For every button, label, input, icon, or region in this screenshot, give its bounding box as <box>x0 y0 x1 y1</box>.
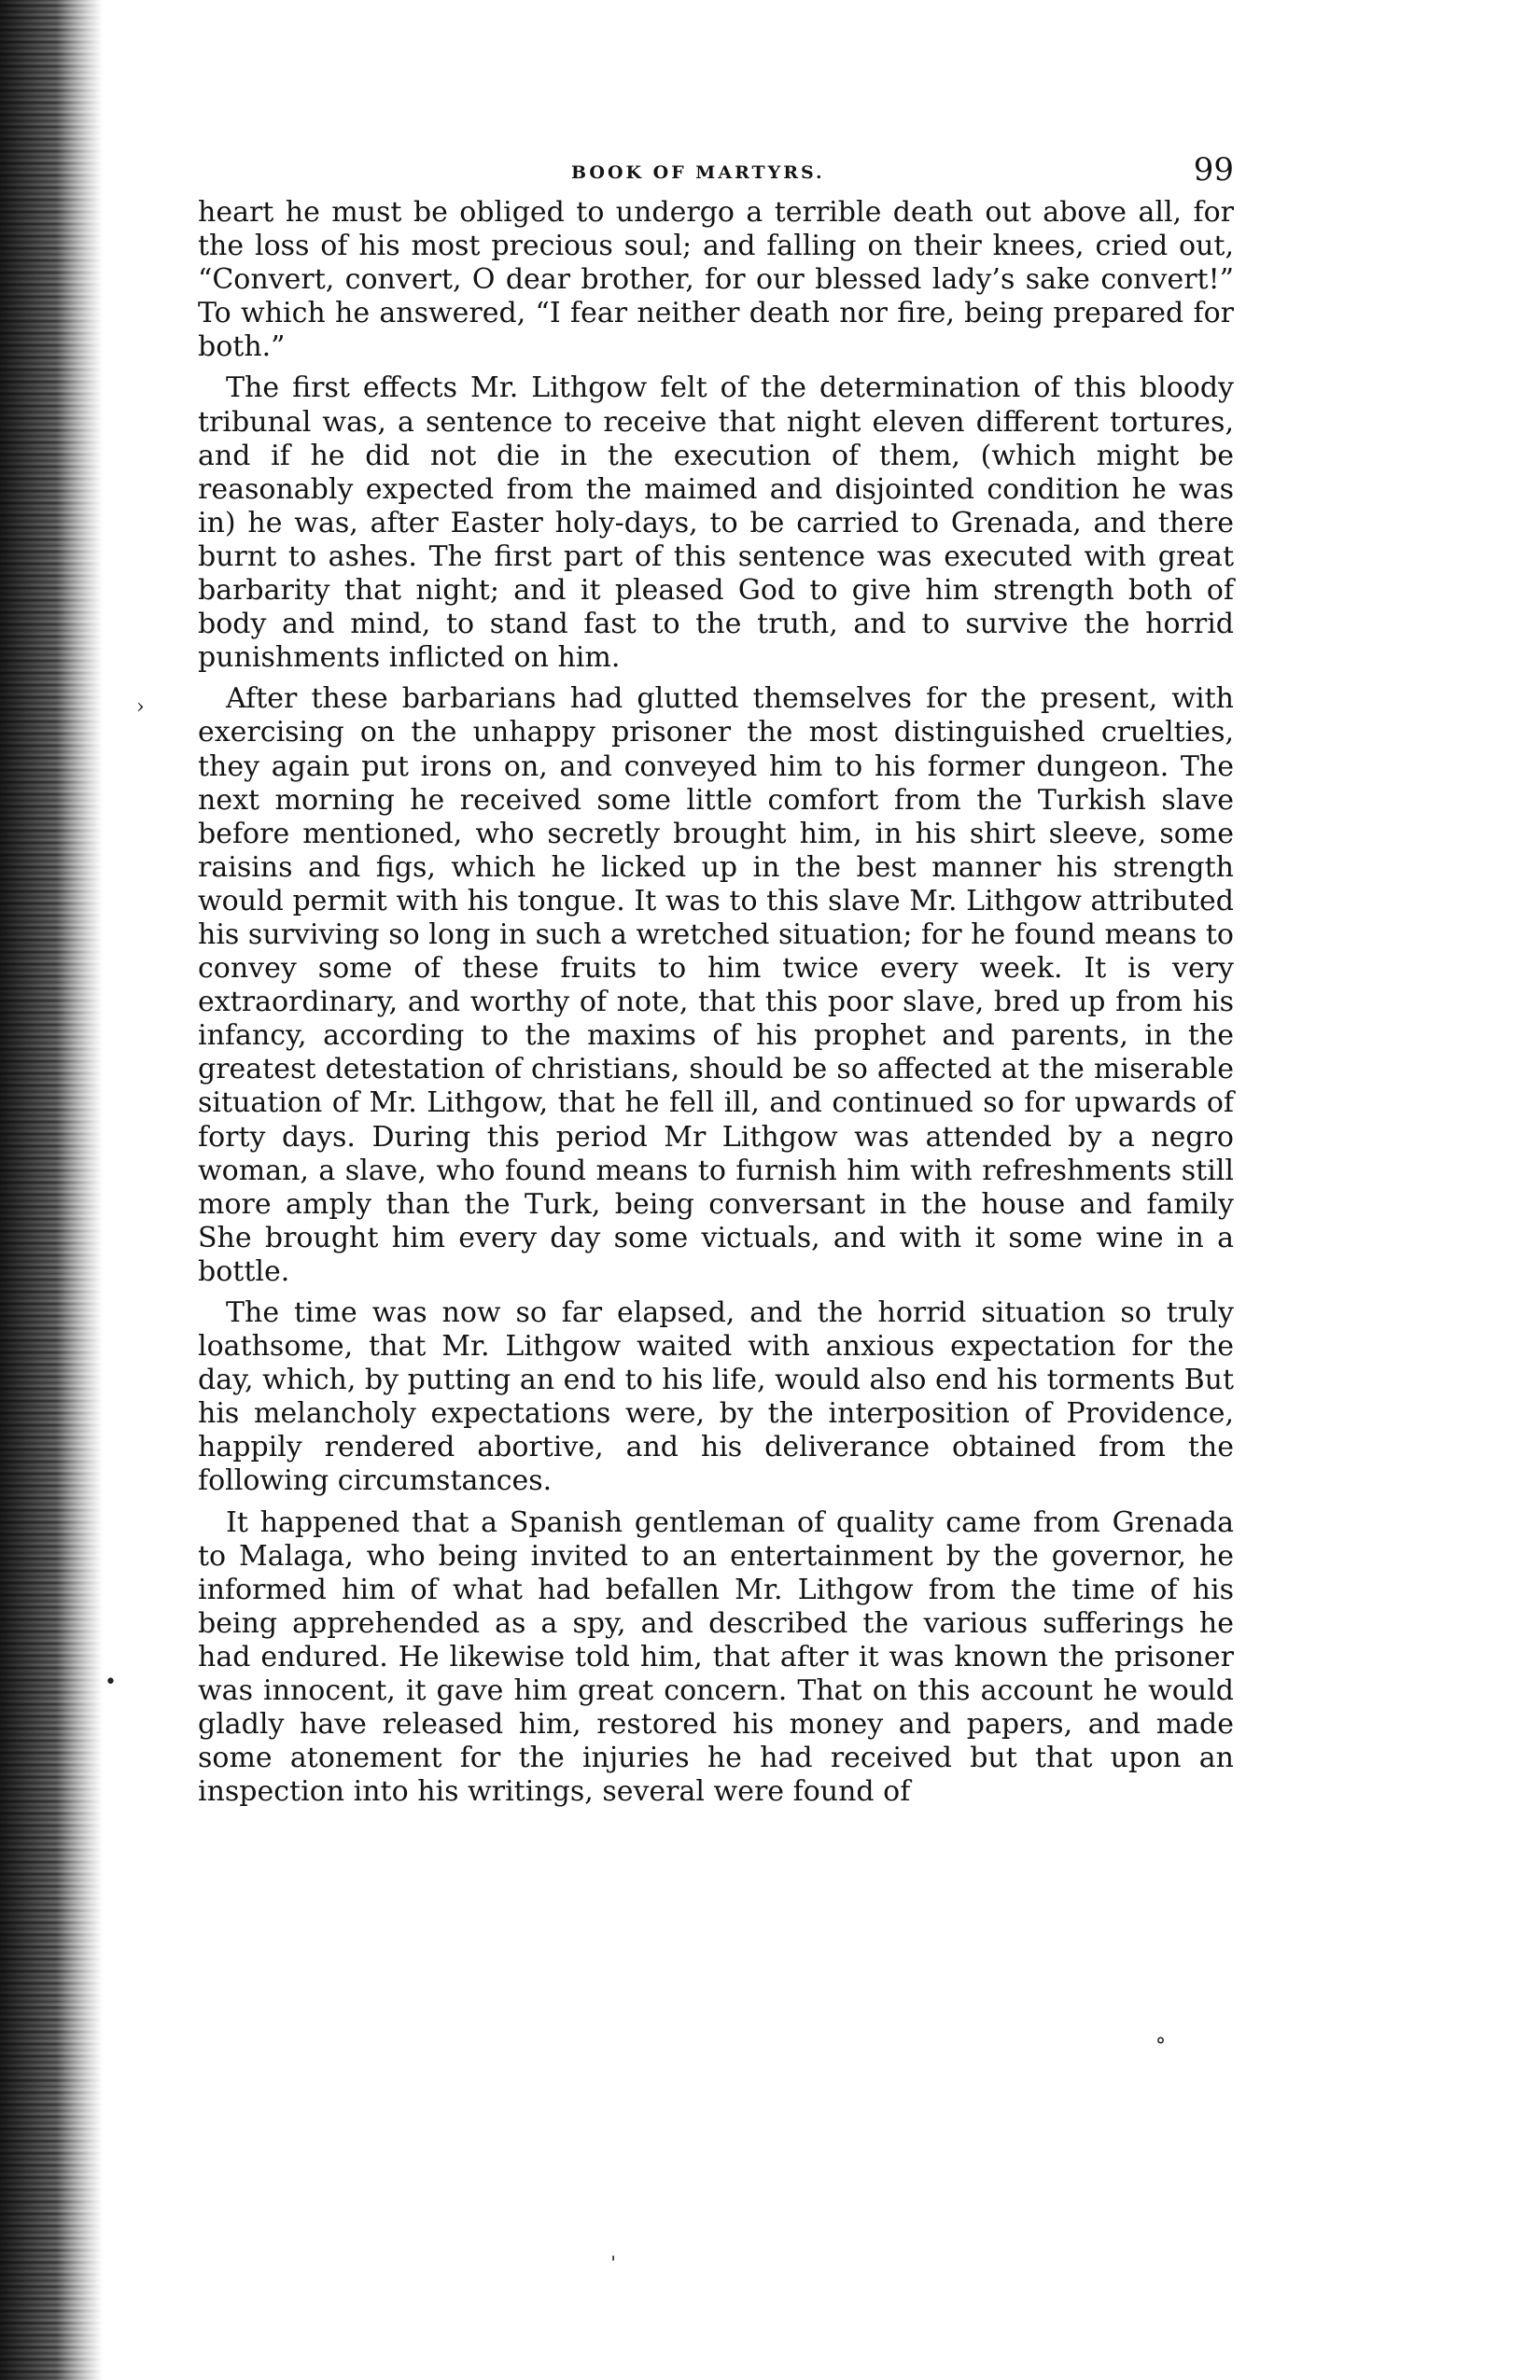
paragraph: heart he must be obliged to undergo a terrible death out above all, for the loss of his most precious soul; and falling on their knees, cried out, “Convert, convert, O dear brother, for our blessed lady’s sake convert!” To which he answered, “I fear neither death nor fire, being prepared for both.” <box>198 196 1234 364</box>
page-number: 99 <box>1193 151 1234 189</box>
scan-speck: ° <box>1155 2035 1166 2058</box>
book-page <box>198 149 1234 1816</box>
page-header <box>198 149 1234 196</box>
paragraph: It happened that a Spanish gentleman of quality came from Grenada to Malaga, who being invited to an entertainment by the governor, he informed him of what had befallen Mr. Lithgow from the time of his being apprehended as a spy, and described the various sufferings he had endured. He likewise told him, that after it was known the prisoner was innocent, it gave him great concern. That on this account he would gladly have released him, restored his money and papers, and made some atonement for the injuries he had received but that upon an inspection into his writings, several were found of <box>198 1505 1234 1809</box>
body-text <box>198 196 1234 1809</box>
scan-speck: › <box>136 695 145 719</box>
paragraph: The first effects Mr. Lithgow felt of the determination of this bloody tribunal was, a sentence to receive that night eleven different tortures, and if he did not die in the execution of them, (which might be reasonably expected from the maimed and disjointed condition he was in) he was, after Easter holy-days, to be carried to Grenada, and there burnt to ashes. The first part of this sentence was executed with great barbarity that night; and it pleased God to give him strength both of body and mind, to stand fast to the truth, and to survive the horrid punishments inflicted on him. <box>198 371 1234 675</box>
paragraph: After these barbarians had glutted themselves for the present, with exercising on the unhappy prisoner the most distinguished cruelties, they again put irons on, and conveyed him to his former dungeon. The next morning he received some little comfort from the Turkish slave before mentioned, who secretly brought him, in his shirt sleeve, some raisins and figs, which he licked up in the best manner his strength would permit with his tongue. It was to this slave Mr. Lithgow attributed his surviving so long in such a wretched situation; for he found means to convey some of these fruits to him twice every week. It is very extraordinary, and worthy of note, that this poor slave, bred up from his infancy, according to the maxims of his prophet and parents, in the greatest detestation of christians, should be so affected at the miserable situation of Mr. Lithgow, that he fell ill, and continued so for upwards of forty days. During this period Mr Lithgow was attended by a negro woman, a slave, who found means to furnish him with refreshments still more amply than the Turk, being conversant in the house and family She brought him every day some victuals, and with it some wine in a bottle. <box>198 682 1234 1288</box>
running-head: BOOK OF MARTYRS. <box>571 162 825 183</box>
paragraph: The time was now so far elapsed, and the horrid situation so truly loathsome, that Mr. Lithgow waited with anxious expectation for the day, which, by putting an end to his life, would also end his torments But his melancholy expectations were, by the interposition of Providence, happily rendered abortive, and his deliverance obtained from the following circumstances. <box>198 1296 1234 1498</box>
scan-speck: • <box>105 1671 117 1694</box>
scan-speck: ˌ <box>610 2240 617 2263</box>
scan-edge-shadow <box>0 0 103 2380</box>
